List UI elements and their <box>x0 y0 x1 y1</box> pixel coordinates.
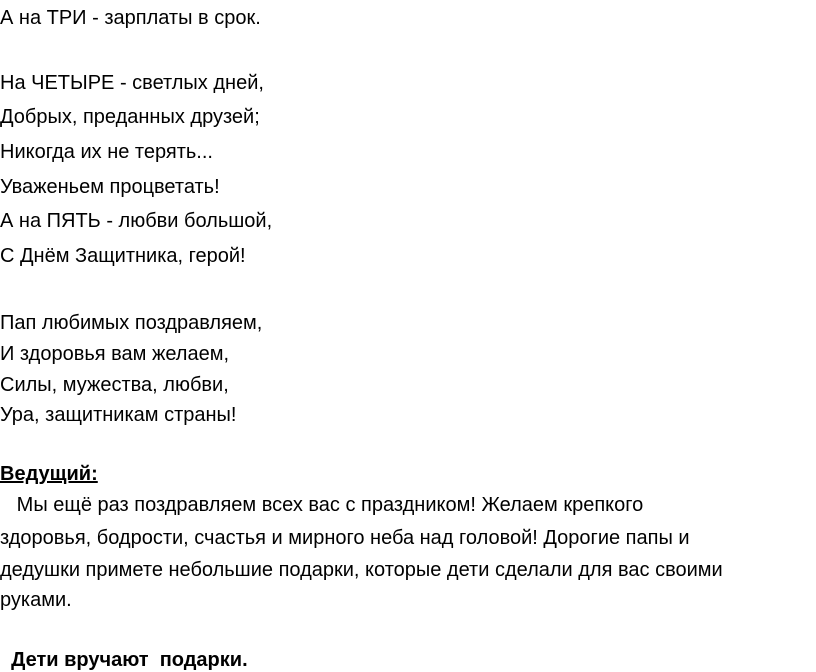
poem-line: А на ПЯТЬ - любви большой, <box>0 210 273 232</box>
host-label: Ведущий: <box>0 463 98 485</box>
host-speech-line: дедушки примете небольшие подарки, которые дети сделали для вас своими <box>0 559 723 581</box>
host-speech-line: здоровья, бодрости, счастья и мирного неба над головой! Дорогие папы и <box>0 527 690 549</box>
poem-line: Добрых, преданных друзей; <box>0 106 260 128</box>
stage-direction: Дети вручают подарки. <box>0 649 248 671</box>
host-speech-line: руками. <box>0 589 72 611</box>
poem-line: С Днём Защитника, герой! <box>0 245 246 267</box>
poem-line: Силы, мужества, любви, <box>0 374 229 396</box>
poem-line: А на ТРИ - зарплаты в срок. <box>0 7 261 29</box>
host-speech-line: Мы ещё раз поздравляем всех вас с праздником! Желаем крепкого <box>0 494 644 516</box>
poem-line: На ЧЕТЫРЕ - светлых дней, <box>0 72 264 94</box>
poem-line: Ура, защитникам страны! <box>0 404 237 426</box>
poem-line: Пап любимых поздравляем, <box>0 312 263 334</box>
poem-line: Никогда их не терять... <box>0 141 213 163</box>
poem-line: Уваженьем процветать! <box>0 176 220 198</box>
poem-line: И здоровья вам желаем, <box>0 343 230 365</box>
